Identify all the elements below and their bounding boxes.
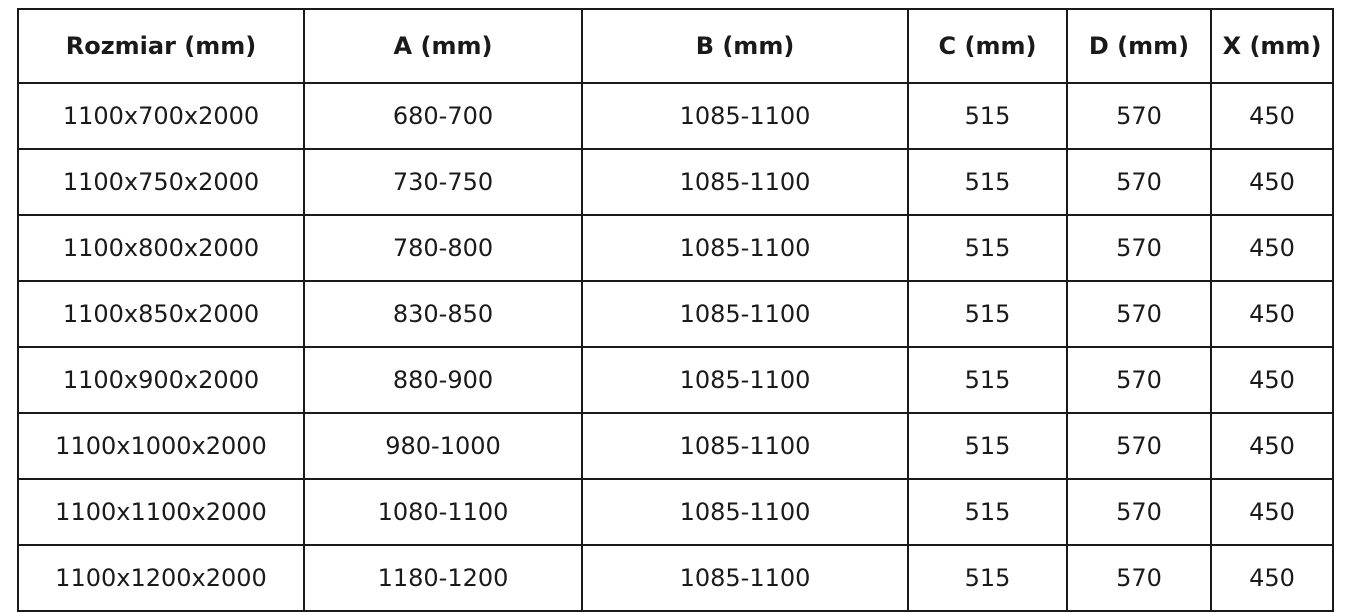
column-header-x: X (mm) bbox=[1211, 9, 1333, 83]
column-header-c: C (mm) bbox=[908, 9, 1067, 83]
cell-rozmiar: 1100x850x2000 bbox=[18, 281, 304, 347]
cell-d: 570 bbox=[1067, 281, 1211, 347]
table-header-row bbox=[18, 9, 1333, 83]
cell-d: 570 bbox=[1067, 149, 1211, 215]
cell-x: 450 bbox=[1211, 83, 1333, 149]
cell-b: 1085-1100 bbox=[582, 281, 908, 347]
table-row bbox=[18, 215, 1333, 281]
cell-x: 450 bbox=[1211, 413, 1333, 479]
table-row bbox=[18, 413, 1333, 479]
cell-b: 1085-1100 bbox=[582, 545, 908, 611]
cell-a: 880-900 bbox=[304, 347, 582, 413]
cell-c: 515 bbox=[908, 281, 1067, 347]
cell-c: 515 bbox=[908, 347, 1067, 413]
cell-d: 570 bbox=[1067, 83, 1211, 149]
cell-x: 450 bbox=[1211, 281, 1333, 347]
cell-d: 570 bbox=[1067, 413, 1211, 479]
cell-a: 1180-1200 bbox=[304, 545, 582, 611]
cell-d: 570 bbox=[1067, 215, 1211, 281]
table-row bbox=[18, 149, 1333, 215]
cell-a: 680-700 bbox=[304, 83, 582, 149]
cell-rozmiar: 1100x1000x2000 bbox=[18, 413, 304, 479]
cell-x: 450 bbox=[1211, 545, 1333, 611]
cell-c: 515 bbox=[908, 83, 1067, 149]
cell-rozmiar: 1100x800x2000 bbox=[18, 215, 304, 281]
table-row bbox=[18, 479, 1333, 545]
cell-rozmiar: 1100x900x2000 bbox=[18, 347, 304, 413]
table-row bbox=[18, 281, 1333, 347]
dimensions-table bbox=[17, 8, 1334, 612]
cell-c: 515 bbox=[908, 413, 1067, 479]
cell-a: 1080-1100 bbox=[304, 479, 582, 545]
cell-rozmiar: 1100x700x2000 bbox=[18, 83, 304, 149]
cell-c: 515 bbox=[908, 149, 1067, 215]
cell-b: 1085-1100 bbox=[582, 347, 908, 413]
table-header bbox=[18, 9, 1333, 83]
table-row bbox=[18, 347, 1333, 413]
cell-d: 570 bbox=[1067, 479, 1211, 545]
cell-c: 515 bbox=[908, 479, 1067, 545]
cell-b: 1085-1100 bbox=[582, 215, 908, 281]
cell-x: 450 bbox=[1211, 347, 1333, 413]
cell-x: 450 bbox=[1211, 479, 1333, 545]
table-row bbox=[18, 545, 1333, 611]
column-header-b: B (mm) bbox=[582, 9, 908, 83]
cell-rozmiar: 1100x750x2000 bbox=[18, 149, 304, 215]
cell-c: 515 bbox=[908, 545, 1067, 611]
table-row bbox=[18, 83, 1333, 149]
cell-b: 1085-1100 bbox=[582, 479, 908, 545]
cell-a: 780-800 bbox=[304, 215, 582, 281]
cell-b: 1085-1100 bbox=[582, 149, 908, 215]
column-header-d: D (mm) bbox=[1067, 9, 1211, 83]
table-body bbox=[18, 83, 1333, 611]
cell-rozmiar: 1100x1200x2000 bbox=[18, 545, 304, 611]
column-header-rozmiar: Rozmiar (mm) bbox=[18, 9, 304, 83]
column-header-a: A (mm) bbox=[304, 9, 582, 83]
cell-b: 1085-1100 bbox=[582, 83, 908, 149]
cell-c: 515 bbox=[908, 215, 1067, 281]
cell-rozmiar: 1100x1100x2000 bbox=[18, 479, 304, 545]
cell-a: 730-750 bbox=[304, 149, 582, 215]
cell-d: 570 bbox=[1067, 347, 1211, 413]
cell-d: 570 bbox=[1067, 545, 1211, 611]
cell-a: 830-850 bbox=[304, 281, 582, 347]
cell-b: 1085-1100 bbox=[582, 413, 908, 479]
cell-a: 980-1000 bbox=[304, 413, 582, 479]
cell-x: 450 bbox=[1211, 149, 1333, 215]
cell-x: 450 bbox=[1211, 215, 1333, 281]
